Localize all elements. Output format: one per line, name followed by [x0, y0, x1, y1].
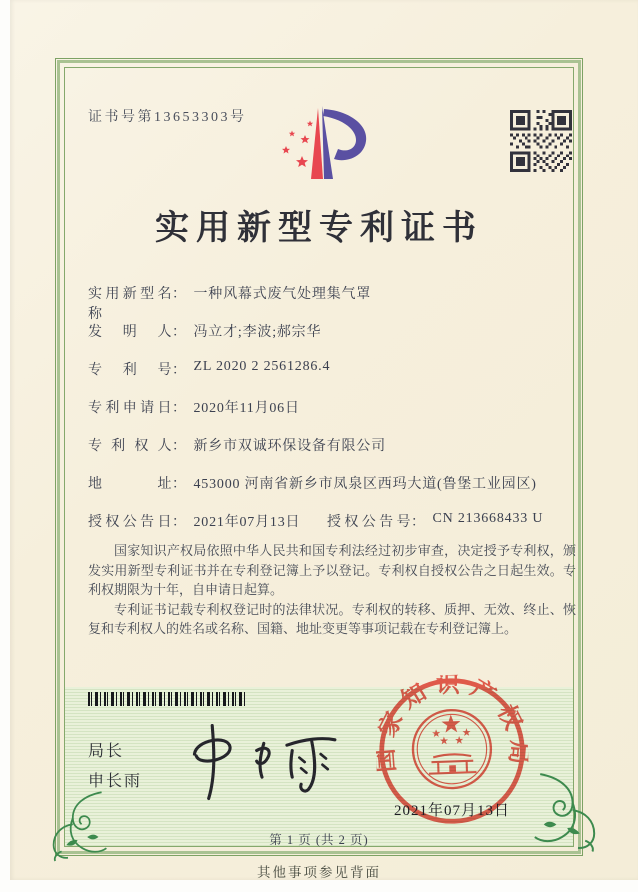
field-inventors: 发明人： 冯立才;李波;郝宗华 [88, 321, 574, 359]
field-label: 授权公告号 [327, 515, 411, 530]
field-patent-number: 专利号： ZL 2020 2 2561286.4 [88, 359, 331, 378]
field-value: 2020年11月06日 [193, 401, 300, 416]
qr-code-icon [510, 110, 572, 172]
logo-red-wedge [311, 108, 323, 179]
certificate-title: 实用新型专利证书 [155, 210, 483, 247]
field-label: 专利权人 [88, 439, 172, 454]
field-filing-date: 专利申请日： 2020年11月06日 [88, 397, 574, 435]
legal-text [88, 541, 576, 639]
field-value: 453000 河南省新乡市凤泉区西玛大道(鲁堡工业园区) [193, 477, 537, 492]
seal-national-emblem [412, 709, 493, 790]
page-number: 第 1 页 (共 2 页) [269, 833, 369, 847]
field-value: ZL 2020 2 2561286.4 [193, 359, 331, 374]
director-signature-icon [182, 720, 342, 805]
logo-stars [282, 121, 313, 168]
legal-paragraph-2: 专利证书记载专利权登记时的法律状况。专利权的转移、质押、无效、终止、恢复和专利权人的姓名或名称、国籍、地址变更等事项记载在专利登记簿上。 [88, 601, 576, 636]
signer-title: 局长 [88, 743, 125, 760]
field-utility-model-name: 实用新型名称： 一种风幕式废气处理集气罩 [88, 283, 574, 321]
field-grant-number: 授权公告号： CN 213668433 U [327, 511, 544, 530]
field-label: 专利号 [88, 363, 172, 378]
logo-p-bowl [323, 109, 366, 160]
certificate-number: 证书号第13653303号 [88, 110, 247, 125]
field-patentee: 专利权人： 新乡市双诚环保设备有限公司 [88, 435, 574, 473]
field-label: 授权公告日 [88, 515, 172, 530]
field-value: CN 213668433 U [432, 511, 544, 526]
field-label: 专利申请日 [88, 401, 172, 416]
seal-org-text: 国家知识产权局 [373, 672, 531, 774]
field-value: 新乡市双诚环保设备有限公司 [193, 439, 386, 454]
reverse-side-note: 其他事项参见背面 [257, 865, 381, 880]
fields-block [88, 283, 574, 549]
barcode [88, 692, 248, 706]
signer-name: 申长雨 [88, 773, 143, 790]
field-label: 发明人 [88, 325, 172, 340]
cnipa-logo-icon [278, 103, 373, 185]
field-label: 实用新型名称 [88, 287, 172, 322]
field-label: 地址 [88, 477, 172, 492]
floral-corner-ornament-icon [44, 788, 108, 862]
seal-date: 2021年07月13日 [394, 803, 511, 819]
field-grant-row: 授权公告日： 2021年07月13日 授权公告号： CN 213668433 U [88, 511, 544, 530]
legal-paragraph-1: 国家知识产权局依照中华人民共和国专利法经过初步审查，决定授予专利权，颁发实用新型专利证书并在专利登记簿上予以登记。专利权自授权公告之日起生效。专利权期限为十年，自申请日起算。 [88, 543, 576, 597]
field-value: 冯立才;李波;郝宗华 [193, 325, 322, 340]
field-value: 2021年07月13日 [193, 515, 301, 530]
field-value: 一种风幕式废气处理集气罩 [193, 287, 372, 302]
field-address: 地址： 453000 河南省新乡市凤泉区西玛大道(鲁堡工业园区) [88, 473, 574, 511]
